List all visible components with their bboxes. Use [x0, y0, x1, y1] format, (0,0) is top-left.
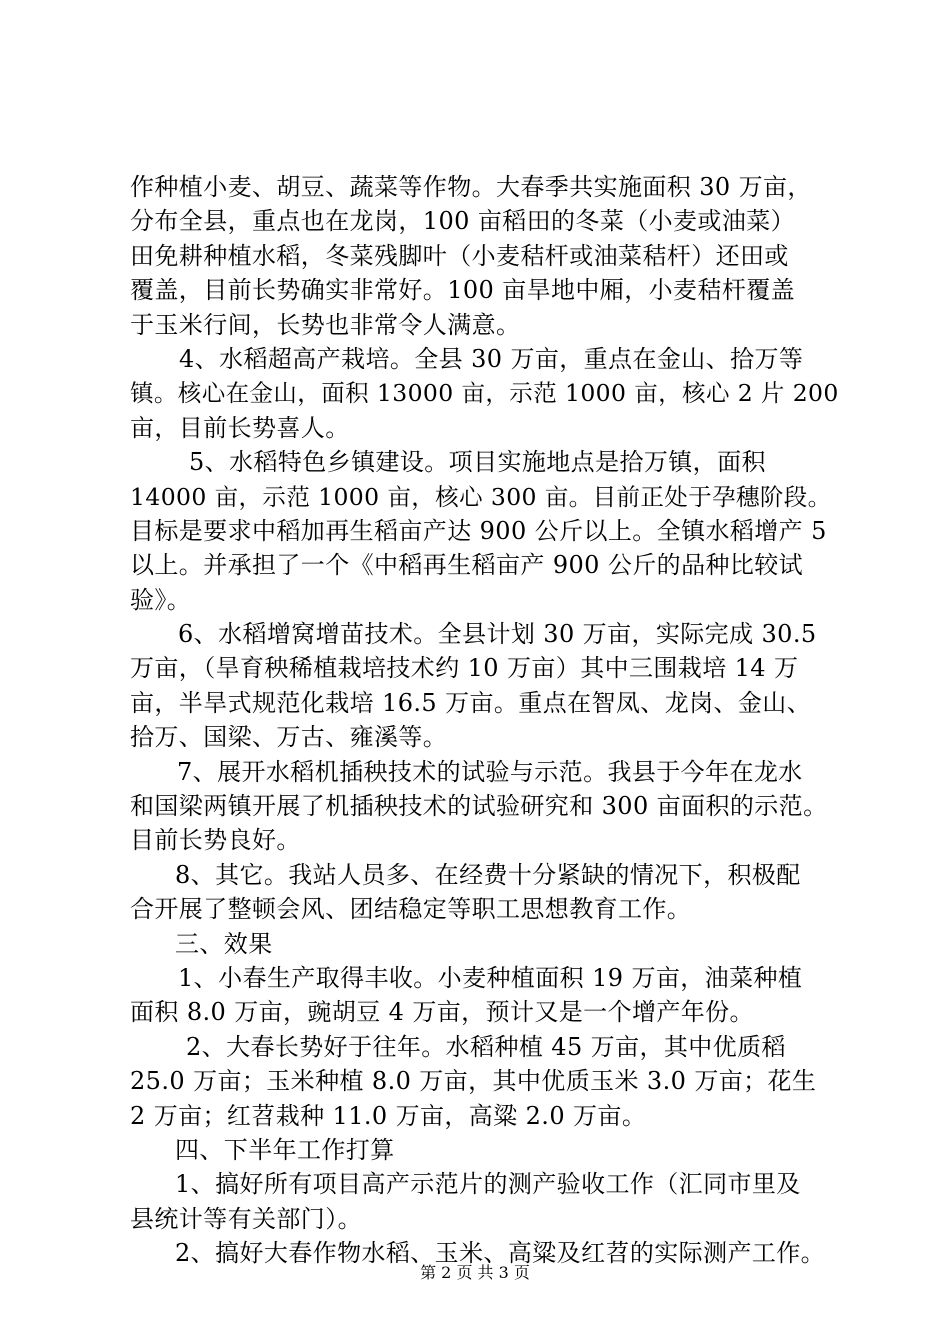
text-line: 2 万亩；红苕栽种 11.0 万亩，高粱 2.0 万亩。 [130, 1101, 647, 1130]
text-line: 以上。并承担了一个《中稻再生稻亩产 900 公斤的品种比较试 [130, 551, 804, 580]
text-line: 8、其它。我站人员多、在经费十分紧缺的情况下，积极配 [175, 860, 801, 889]
text-line: 2、大春长势好于往年。水稻种植 45 万亩，其中优质稻 [186, 1032, 786, 1061]
body-text [130, 170, 839, 1271]
text-line: 县统计等有关部门）。 [130, 1204, 362, 1233]
text-line: 目标是要求中稻加再生稻亩产达 900 公斤以上。全镇水稻增产 5 [130, 516, 827, 545]
text-line: 合开展了整顿会风、团结稳定等职工思想教育工作。 [130, 895, 692, 924]
text-line: 镇。核心在金山，面积 13000 亩，示范 1000 亩，核心 2 片 200 [130, 379, 839, 408]
text-line: 三、效果 [175, 929, 273, 958]
text-line: 拾万、国梁、万古、雍溪等。 [130, 723, 448, 752]
text-line: 于玉米行间，长势也非常令人满意。 [130, 310, 521, 339]
text-line: 验》。 [130, 585, 192, 614]
text-line: 目前长势良好。 [130, 826, 301, 855]
text-line: 6、水稻增窝增苗技术。全县计划 30 万亩，实际完成 30.5 [178, 620, 817, 649]
text-line: 25.0 万亩；玉米种植 8.0 万亩，其中优质玉米 3.0 万亩；花生 [130, 1067, 817, 1096]
text-line: 万亩，（旱育秧稀植栽培技术约 10 万亩）其中三围栽培 14 万 [130, 654, 799, 683]
text-line: 2、搞好大春作物水稻、玉米、高粱及红苕的实际测产工作。 [175, 1239, 826, 1268]
text-line: 5、水稻特色乡镇建设。项目实施地点是拾万镇，面积 [189, 448, 766, 477]
text-line: 四、下半年工作打算 [175, 1135, 395, 1164]
text-line: 7、展开水稻机插秧技术的试验与示范。我县于今年在龙水 [177, 757, 803, 786]
text-line: 亩，半旱式规范化栽培 16.5 万亩。重点在智凤、龙岗、金山、 [130, 688, 812, 717]
text-line: 分布全县，重点也在龙岗，100 亩稻田的冬菜（小麦或油菜） [130, 207, 796, 236]
text-line: 亩，目前长势喜人。 [130, 413, 350, 442]
page-number-footer: 第 2 页 共 3 页 [420, 1263, 530, 1282]
text-line: 和国梁两镇开展了机插秧技术的试验研究和 300 亩面积的示范。 [130, 792, 828, 821]
text-line: 1、小春生产取得丰收。小麦种植面积 19 万亩，油菜种植 [178, 963, 803, 992]
text-line: 田免耕种植水稻，冬菜残脚叶（小麦秸杆或油菜秸杆）还田或 [130, 241, 789, 270]
text-line: 4、水稻超高产栽培。全县 30 万亩，重点在金山、拾万等 [179, 344, 804, 373]
text-line: 面积 8.0 万亩，豌胡豆 4 万亩，预计又是一个增产年份。 [130, 998, 754, 1027]
text-line: 14000 亩，示范 1000 亩，核心 300 亩。目前正处于孕穗阶段。 [130, 482, 832, 511]
text-line: 作种植小麦、胡豆、蔬菜等作物。大春季共实施面积 30 万亩， [130, 173, 812, 201]
text-line: 覆盖，目前长势确实非常好。100 亩旱地中厢，小麦秸杆覆盖 [130, 276, 796, 305]
text-line: 1、搞好所有项目高产示范片的测产验收工作（汇同市里及 [175, 1170, 801, 1199]
